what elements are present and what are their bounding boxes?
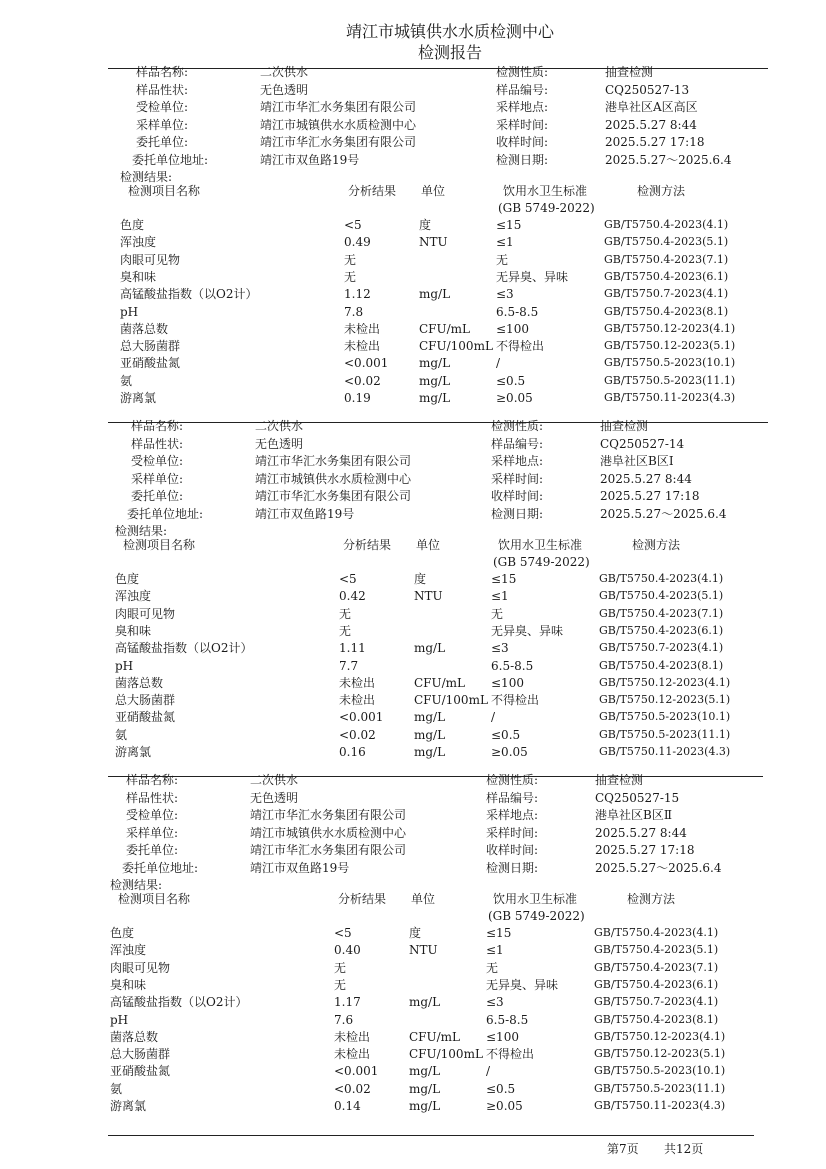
row-standard: / bbox=[486, 1064, 491, 1079]
row-method: GB/T5750.7-2023(4.1) bbox=[594, 995, 719, 1009]
row-standard: ≤3 bbox=[491, 641, 509, 656]
row-result: <5 bbox=[339, 572, 357, 586]
row-item: 臭和味 bbox=[110, 977, 147, 992]
row-result: 1.17 bbox=[334, 995, 361, 1010]
row-result: 7.8 bbox=[344, 304, 364, 319]
row-result: 无 bbox=[334, 960, 347, 975]
row-method: GB/T5750.5-2023(11.1) bbox=[604, 373, 736, 387]
row-item: 高锰酸盐指数（以O2计） bbox=[115, 641, 253, 656]
row-result: 无 bbox=[334, 977, 347, 992]
label-sampling-site: 采样地点: bbox=[486, 808, 539, 822]
row-item: 肉眼可见物 bbox=[115, 606, 176, 621]
row-item: 肉眼可见物 bbox=[110, 960, 171, 975]
value-sample-name: 二次供水 bbox=[255, 419, 304, 433]
label-client-unit: 委托单位: bbox=[126, 843, 179, 857]
row-standard: 无 bbox=[486, 960, 499, 975]
row-method: GB/T5750.11-2023(4.3) bbox=[604, 391, 736, 404]
label-client-unit: 委托单位: bbox=[136, 135, 189, 149]
row-unit: 度 bbox=[409, 926, 422, 940]
row-item: pH bbox=[115, 658, 134, 673]
row-standard: ≤0.5 bbox=[486, 1081, 516, 1096]
row-result: 无 bbox=[344, 269, 357, 284]
label-sampling-time: 采样时间: bbox=[496, 117, 549, 132]
value-client-address: 靖江市双鱼路19号 bbox=[255, 506, 355, 521]
row-unit: mg/L bbox=[419, 287, 451, 302]
value-receive-time: 2025.5.27 17:18 bbox=[605, 135, 705, 149]
value-sample-id: CQ250527-15 bbox=[595, 790, 680, 805]
value-sampling-unit: 靖江市城镇供水水质检测中心 bbox=[250, 825, 407, 840]
row-unit: CFU/mL bbox=[419, 321, 471, 336]
row-item: 臭和味 bbox=[115, 623, 152, 638]
row-standard: 无 bbox=[496, 252, 509, 267]
row-result: 0.19 bbox=[344, 391, 371, 405]
col-method-header: 检测方法 bbox=[637, 184, 686, 198]
row-unit: NTU bbox=[419, 235, 448, 250]
value-sampling-time: 2025.5.27 8:44 bbox=[595, 825, 687, 840]
row-result: 未检出 bbox=[339, 675, 376, 690]
value-test-type: 抽查检测 bbox=[595, 773, 644, 787]
value-test-type: 抽查检测 bbox=[600, 419, 649, 433]
row-unit: mg/L bbox=[409, 995, 441, 1010]
row-unit: mg/L bbox=[409, 1064, 441, 1079]
row-result: <0.001 bbox=[339, 710, 384, 725]
value-client-unit: 靖江市华汇水务集团有限公司 bbox=[255, 489, 412, 503]
row-method: GB/T5750.4-2023(5.1) bbox=[604, 235, 729, 249]
row-item: 亚硝酸盐氮 bbox=[115, 710, 176, 725]
label-inspected-unit: 受检单位: bbox=[126, 808, 179, 822]
value-sampling-time: 2025.5.27 8:44 bbox=[600, 471, 692, 486]
row-result: 0.42 bbox=[339, 589, 366, 604]
row-result: <0.001 bbox=[334, 1064, 379, 1079]
value-sample-state: 无色透明 bbox=[255, 436, 304, 451]
row-item: 亚硝酸盐氮 bbox=[120, 356, 181, 371]
value-sample-name: 二次供水 bbox=[260, 65, 309, 79]
label-sample-name: 样品名称: bbox=[136, 65, 189, 79]
row-item: 菌落总数 bbox=[120, 321, 169, 336]
row-method: GB/T5750.4-2023(8.1) bbox=[604, 304, 729, 318]
results-label: 检测结果: bbox=[120, 170, 173, 184]
label-test-date: 检测日期: bbox=[496, 152, 549, 167]
col-standard-header: 饮用水卫生标准 bbox=[498, 538, 583, 552]
row-standard: 6.5-8.5 bbox=[496, 304, 539, 319]
row-result: 0.16 bbox=[339, 745, 366, 759]
value-sample-id: CQ250527-14 bbox=[600, 436, 685, 451]
row-result: 无 bbox=[344, 252, 357, 267]
label-receive-time: 收样时间: bbox=[496, 135, 549, 149]
col-standard-sub: (GB 5749-2022) bbox=[498, 201, 595, 215]
row-standard: 不得检出 bbox=[491, 693, 540, 708]
report-title: 检测报告 bbox=[417, 43, 482, 62]
row-method: GB/T5750.12-2023(4.1) bbox=[604, 321, 736, 335]
row-method: GB/T5750.4-2023(7.1) bbox=[599, 606, 724, 620]
row-item: 菌落总数 bbox=[110, 1029, 159, 1044]
value-inspected-unit: 靖江市华汇水务集团有限公司 bbox=[250, 808, 407, 822]
value-sampling-time: 2025.5.27 8:44 bbox=[605, 117, 697, 132]
label-inspected-unit: 受检单位: bbox=[136, 100, 189, 114]
row-unit: mg/L bbox=[409, 1099, 441, 1113]
row-item: 色度 bbox=[110, 926, 135, 940]
row-standard: / bbox=[491, 710, 496, 725]
row-result: 未检出 bbox=[339, 693, 376, 708]
label-sampling-site: 采样地点: bbox=[491, 454, 544, 468]
col-item-header: 检测项目名称 bbox=[128, 184, 201, 198]
row-method: GB/T5750.5-2023(10.1) bbox=[599, 710, 731, 724]
row-result: 无 bbox=[339, 623, 352, 638]
row-standard: 无异臭、异味 bbox=[491, 623, 564, 638]
row-item: 臭和味 bbox=[120, 269, 157, 284]
row-item: 氨 bbox=[120, 373, 133, 388]
row-result: <0.02 bbox=[339, 727, 376, 742]
row-standard: ≤3 bbox=[496, 287, 514, 302]
row-method: GB/T5750.11-2023(4.3) bbox=[594, 1099, 726, 1112]
row-unit: CFU/100mL bbox=[419, 339, 493, 354]
section-rule bbox=[108, 68, 768, 69]
row-result: 0.40 bbox=[334, 943, 361, 958]
label-sampling-site: 采样地点: bbox=[496, 100, 549, 114]
org-name: 靖江市城镇供水水质检测中心 bbox=[345, 22, 554, 41]
value-inspected-unit: 靖江市华汇水务集团有限公司 bbox=[255, 454, 412, 468]
value-receive-time: 2025.5.27 17:18 bbox=[595, 843, 695, 857]
row-unit: CFU/mL bbox=[414, 675, 466, 690]
row-method: GB/T5750.12-2023(4.1) bbox=[599, 675, 731, 689]
label-test-type: 检测性质: bbox=[486, 773, 539, 787]
row-method: GB/T5750.4-2023(6.1) bbox=[599, 623, 724, 637]
label-receive-time: 收样时间: bbox=[486, 843, 539, 857]
label-test-type: 检测性质: bbox=[496, 65, 549, 79]
label-sample-name: 样品名称: bbox=[131, 419, 184, 433]
row-item: 游离氯 bbox=[115, 745, 152, 759]
row-result: <5 bbox=[334, 926, 352, 940]
row-method: GB/T5750.4-2023(8.1) bbox=[594, 1012, 719, 1026]
row-unit: CFU/100mL bbox=[414, 693, 488, 708]
col-result-header: 分析结果 bbox=[348, 184, 397, 198]
row-standard: / bbox=[496, 356, 501, 371]
row-item: 总大肠菌群 bbox=[120, 339, 181, 354]
row-unit: mg/L bbox=[419, 391, 451, 405]
row-item: 亚硝酸盐氮 bbox=[110, 1064, 171, 1079]
row-method: GB/T5750.4-2023(6.1) bbox=[594, 977, 719, 991]
label-sample-state: 样品性状: bbox=[126, 790, 179, 805]
value-test-type: 抽查检测 bbox=[605, 65, 654, 79]
row-item: 菌落总数 bbox=[115, 675, 164, 690]
results-label: 检测结果: bbox=[115, 524, 168, 538]
footer-rule bbox=[108, 1135, 754, 1136]
row-result: <5 bbox=[344, 218, 362, 232]
row-result: 1.11 bbox=[339, 641, 366, 656]
row-standard: 无异臭、异味 bbox=[486, 977, 559, 992]
label-client-address: 委托单位地址: bbox=[132, 152, 209, 167]
section-rule bbox=[108, 776, 763, 777]
row-item: 肉眼可见物 bbox=[120, 252, 181, 267]
row-method: GB/T5750.12-2023(4.1) bbox=[594, 1029, 726, 1043]
col-method-header: 检测方法 bbox=[632, 538, 681, 552]
row-item: 色度 bbox=[120, 218, 145, 232]
row-item: 总大肠菌群 bbox=[110, 1047, 171, 1062]
row-item: 氨 bbox=[115, 727, 128, 742]
row-method: GB/T5750.4-2023(6.1) bbox=[604, 269, 729, 283]
row-standard: ≤15 bbox=[496, 218, 522, 232]
col-item-header: 检测项目名称 bbox=[118, 892, 191, 906]
col-standard-sub: (GB 5749-2022) bbox=[488, 909, 585, 923]
row-unit: NTU bbox=[414, 589, 443, 604]
label-test-date: 检测日期: bbox=[486, 860, 539, 875]
row-result: 未检出 bbox=[344, 321, 381, 336]
col-standard-header: 饮用水卫生标准 bbox=[503, 184, 588, 198]
label-sample-id: 样品编号: bbox=[486, 790, 539, 805]
value-inspected-unit: 靖江市华汇水务集团有限公司 bbox=[260, 100, 417, 114]
label-client-address: 委托单位地址: bbox=[127, 506, 204, 521]
row-result: 7.6 bbox=[334, 1012, 354, 1027]
row-method: GB/T5750.5-2023(10.1) bbox=[604, 356, 736, 370]
label-client-address: 委托单位地址: bbox=[122, 860, 199, 875]
page-total: 共12页 bbox=[664, 1142, 704, 1156]
row-standard: ≤0.5 bbox=[491, 727, 521, 742]
row-unit: mg/L bbox=[419, 356, 451, 371]
section-rule bbox=[108, 422, 768, 423]
value-client-unit: 靖江市华汇水务集团有限公司 bbox=[250, 843, 407, 857]
row-standard: ≥0.05 bbox=[486, 1099, 523, 1113]
row-unit: CFU/100mL bbox=[409, 1047, 483, 1062]
label-sampling-time: 采样时间: bbox=[491, 471, 544, 486]
row-unit: CFU/mL bbox=[409, 1029, 461, 1044]
row-item: 浑浊度 bbox=[115, 589, 152, 604]
col-unit-header: 单位 bbox=[411, 892, 436, 906]
row-unit: mg/L bbox=[419, 373, 451, 388]
value-client-address: 靖江市双鱼路19号 bbox=[260, 152, 360, 167]
row-standard: ≥0.05 bbox=[496, 391, 533, 405]
col-standard-sub: (GB 5749-2022) bbox=[493, 555, 590, 569]
results-label: 检测结果: bbox=[110, 878, 163, 892]
row-method: GB/T5750.11-2023(4.3) bbox=[599, 745, 731, 758]
row-standard: 无异臭、异味 bbox=[496, 269, 569, 284]
row-item: pH bbox=[120, 304, 139, 319]
row-item: 游离氯 bbox=[110, 1099, 147, 1113]
label-test-date: 检测日期: bbox=[491, 506, 544, 521]
row-standard: 6.5-8.5 bbox=[491, 658, 534, 673]
row-item: 总大肠菌群 bbox=[115, 693, 176, 708]
value-sample-state: 无色透明 bbox=[250, 790, 299, 805]
row-result: 未检出 bbox=[334, 1029, 371, 1044]
row-standard: ≤1 bbox=[486, 943, 504, 958]
value-sampling-site: 港阜社区A区高区 bbox=[605, 100, 698, 114]
row-standard: ≥0.05 bbox=[491, 745, 528, 759]
row-standard: ≤1 bbox=[491, 589, 509, 604]
value-client-unit: 靖江市华汇水务集团有限公司 bbox=[260, 135, 417, 149]
row-standard: ≤3 bbox=[486, 995, 504, 1010]
row-item: 色度 bbox=[115, 572, 140, 586]
row-unit: mg/L bbox=[414, 710, 446, 725]
value-sample-state: 无色透明 bbox=[260, 82, 309, 97]
row-standard: 不得检出 bbox=[486, 1047, 535, 1062]
label-sample-state: 样品性状: bbox=[131, 436, 184, 451]
col-unit-header: 单位 bbox=[416, 538, 441, 552]
col-standard-header: 饮用水卫生标准 bbox=[493, 892, 578, 906]
row-standard: ≤100 bbox=[486, 1029, 519, 1044]
row-method: GB/T5750.12-2023(5.1) bbox=[604, 339, 736, 353]
label-sample-id: 样品编号: bbox=[491, 436, 544, 451]
row-method: GB/T5750.7-2023(4.1) bbox=[599, 641, 724, 655]
row-method: GB/T5750.4-2023(4.1) bbox=[599, 572, 724, 585]
row-unit: 度 bbox=[414, 572, 427, 586]
label-test-type: 检测性质: bbox=[491, 419, 544, 433]
row-standard: 6.5-8.5 bbox=[486, 1012, 529, 1027]
row-result: 无 bbox=[339, 606, 352, 621]
row-method: GB/T5750.4-2023(8.1) bbox=[599, 658, 724, 672]
row-item: 高锰酸盐指数（以O2计） bbox=[110, 995, 248, 1010]
row-item: 高锰酸盐指数（以O2计） bbox=[120, 287, 258, 302]
row-method: GB/T5750.5-2023(11.1) bbox=[599, 727, 731, 741]
col-method-header: 检测方法 bbox=[627, 892, 676, 906]
page-number: 第7页 bbox=[607, 1142, 639, 1156]
label-sample-name: 样品名称: bbox=[126, 773, 179, 787]
row-standard: ≤100 bbox=[491, 675, 524, 690]
row-result: 1.12 bbox=[344, 287, 371, 302]
label-sample-id: 样品编号: bbox=[496, 82, 549, 97]
value-sampling-unit: 靖江市城镇供水水质检测中心 bbox=[255, 471, 412, 486]
row-unit: NTU bbox=[409, 943, 438, 958]
row-method: GB/T5750.4-2023(5.1) bbox=[599, 589, 724, 603]
label-inspected-unit: 受检单位: bbox=[131, 454, 184, 468]
row-method: GB/T5750.4-2023(7.1) bbox=[594, 960, 719, 974]
value-test-date: 2025.5.27～2025.6.4 bbox=[600, 506, 727, 521]
row-method: GB/T5750.4-2023(5.1) bbox=[594, 943, 719, 957]
col-result-header: 分析结果 bbox=[338, 892, 387, 906]
label-client-unit: 委托单位: bbox=[131, 489, 184, 503]
row-standard: ≤1 bbox=[496, 235, 514, 250]
value-sample-id: CQ250527-13 bbox=[605, 82, 690, 97]
row-standard: ≤15 bbox=[491, 572, 517, 586]
row-standard: ≤100 bbox=[496, 321, 529, 336]
label-sampling-unit: 采样单位: bbox=[136, 117, 189, 132]
value-test-date: 2025.5.27～2025.6.4 bbox=[595, 860, 722, 875]
row-result: 未检出 bbox=[344, 339, 381, 354]
label-sample-state: 样品性状: bbox=[136, 82, 189, 97]
row-method: GB/T5750.12-2023(5.1) bbox=[594, 1047, 726, 1061]
value-client-address: 靖江市双鱼路19号 bbox=[250, 860, 350, 875]
value-sampling-unit: 靖江市城镇供水水质检测中心 bbox=[260, 117, 417, 132]
row-method: GB/T5750.7-2023(4.1) bbox=[604, 287, 729, 301]
col-result-header: 分析结果 bbox=[343, 538, 392, 552]
row-standard: 不得检出 bbox=[496, 339, 545, 354]
row-item: 浑浊度 bbox=[120, 235, 157, 250]
col-item-header: 检测项目名称 bbox=[123, 538, 196, 552]
row-method: GB/T5750.4-2023(7.1) bbox=[604, 252, 729, 266]
row-method: GB/T5750.5-2023(10.1) bbox=[594, 1064, 726, 1078]
row-standard: ≤15 bbox=[486, 926, 512, 940]
row-result: <0.02 bbox=[334, 1081, 371, 1096]
row-unit: mg/L bbox=[414, 745, 446, 759]
label-sampling-unit: 采样单位: bbox=[126, 825, 179, 840]
row-result: 0.49 bbox=[344, 235, 371, 250]
row-unit: 度 bbox=[419, 218, 432, 232]
row-method: GB/T5750.4-2023(4.1) bbox=[604, 218, 729, 231]
row-result: <0.02 bbox=[344, 373, 381, 388]
row-standard: ≤0.5 bbox=[496, 373, 526, 388]
row-result: 0.14 bbox=[334, 1099, 361, 1113]
row-method: GB/T5750.12-2023(5.1) bbox=[599, 693, 731, 707]
value-sampling-site: 港阜社区B区Ⅱ bbox=[595, 808, 672, 822]
row-method: GB/T5750.5-2023(11.1) bbox=[594, 1081, 726, 1095]
label-receive-time: 收样时间: bbox=[491, 489, 544, 503]
value-sampling-site: 港阜社区B区Ⅰ bbox=[600, 454, 674, 468]
value-sample-name: 二次供水 bbox=[250, 773, 299, 787]
row-result: 7.7 bbox=[339, 658, 359, 673]
value-test-date: 2025.5.27～2025.6.4 bbox=[605, 152, 732, 167]
row-item: 浑浊度 bbox=[110, 943, 147, 958]
col-unit-header: 单位 bbox=[421, 184, 446, 198]
row-result: 未检出 bbox=[334, 1047, 371, 1062]
row-method: GB/T5750.4-2023(4.1) bbox=[594, 926, 719, 939]
row-item: 游离氯 bbox=[120, 391, 157, 405]
label-sampling-time: 采样时间: bbox=[486, 825, 539, 840]
row-unit: mg/L bbox=[409, 1081, 441, 1096]
value-receive-time: 2025.5.27 17:18 bbox=[600, 489, 700, 503]
label-sampling-unit: 采样单位: bbox=[131, 471, 184, 486]
row-unit: mg/L bbox=[414, 641, 446, 656]
row-result: <0.001 bbox=[344, 356, 389, 371]
row-standard: 无 bbox=[491, 606, 504, 621]
row-unit: mg/L bbox=[414, 727, 446, 742]
row-item: 氨 bbox=[110, 1081, 123, 1096]
row-item: pH bbox=[110, 1012, 129, 1027]
